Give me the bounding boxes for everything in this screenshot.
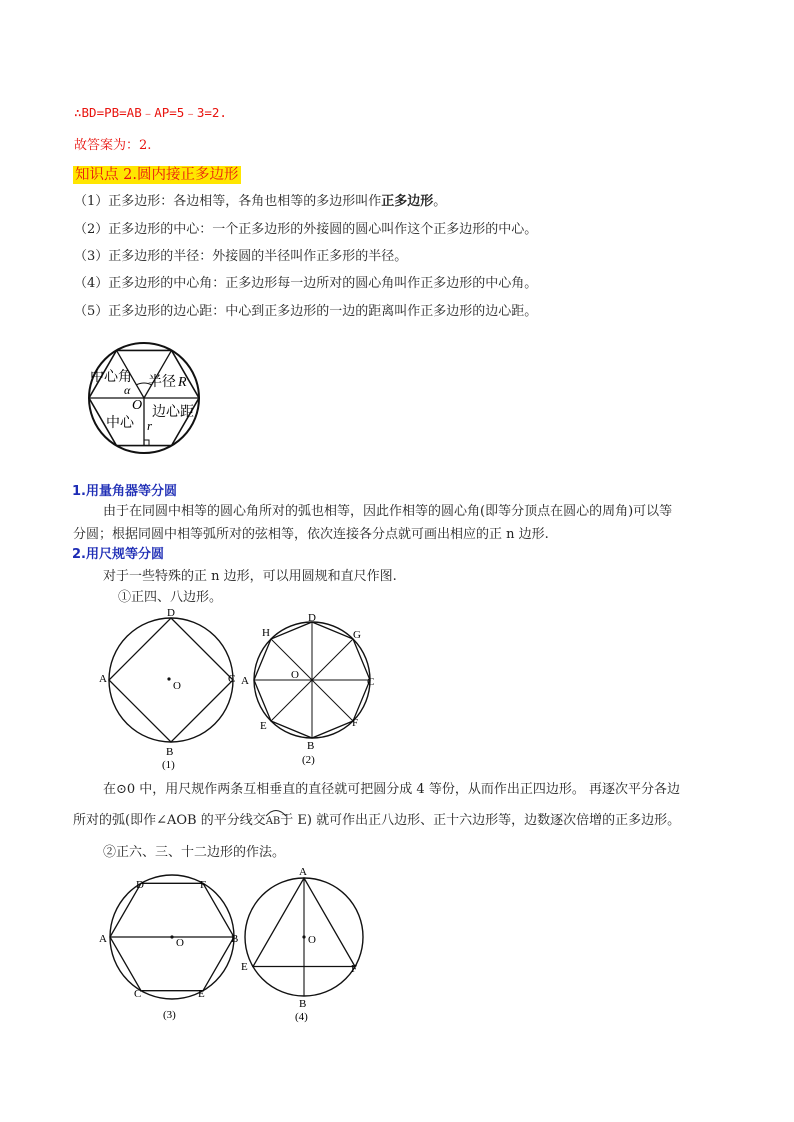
figure-4-triangle (236, 862, 382, 1026)
figure-2-label-d: D (308, 612, 316, 624)
section-2-sub-1: ①正四、八边形。 (118, 590, 223, 605)
section-2-para-line-2-b: 于 E) 就可作出正八边形、正十六边形等，边数逐次倍增的正多边形。 (280, 813, 681, 828)
section-2-heading: 2.用尺规等分圆 (72, 547, 164, 562)
section-1-para-line-1: 由于在同圆中相等的圆心角所对的弧也相等，因此作相等的圆心角(即等分顶点在圆心的周角)可以等 (103, 504, 673, 519)
figure-2-label-c: C (367, 676, 375, 688)
hexagon-right-angle-mark (144, 440, 149, 446)
figure-3-label-d: D (136, 879, 144, 891)
figure-3-label-e: E (198, 988, 205, 1000)
figure-2-label-g: G (353, 629, 361, 641)
figure-2-label-b: B (307, 740, 315, 752)
hexagon-label-apothem: 边心距 (152, 405, 194, 420)
figure-3-hexagon (94, 866, 250, 1026)
figure-2-label-e: E (260, 720, 267, 732)
definition-5: （5）正多边形的边心距：中心到正多边形的一边的距离叫作正多边形的边心距。 (74, 304, 538, 319)
figure-4-label-e: E (241, 961, 248, 973)
arc-ab-label: AB (265, 816, 281, 827)
figure-3-center-dot (170, 935, 173, 938)
figure-2-caption: (2) (302, 754, 315, 766)
figure-1-label-o: O (173, 680, 181, 692)
section-2-para-line-2 (73, 809, 680, 828)
hexagon-label-o: O (132, 398, 143, 413)
hexagon-label-radius: 半径 (148, 375, 176, 390)
figure-1-label-d: D (167, 607, 175, 619)
figure-1-label-a: A (99, 673, 107, 685)
figure-2-label-o: O (291, 669, 299, 681)
figure-1-caption: (1) (162, 759, 175, 771)
figure-1-circle (109, 618, 236, 742)
section-2-sub-2: ②正六、三、十二边形的作法。 (103, 845, 286, 860)
definition-1-bold: 正多边形 (381, 194, 434, 209)
figure-3-label-a: A (99, 933, 107, 945)
arc-ab-symbol (266, 813, 281, 828)
definition-2: （2）正多边形的中心：一个正多边形的外接圆的圆心叫作这个正多边形的中心。 (74, 222, 538, 237)
figure-3-caption: (3) (163, 1009, 176, 1021)
figure-4-label-f: F (351, 963, 358, 975)
section-2-para-line-1: 在⊙0 中，用尺规作两条互相垂直的直径就可把圆分成 4 等份，从而作出正四边形。 再逐次平分各边 (103, 782, 680, 797)
figure-3-label-o: O (176, 937, 184, 949)
arc-icon (265, 807, 287, 817)
figure-4-label-a: A (299, 866, 307, 878)
figure-1-label-b: B (166, 746, 174, 758)
section-1-heading: 1.用量角器等分圆 (72, 484, 177, 499)
answer-line-2: 故答案为：2. (74, 138, 152, 153)
hexagon-label-center: 中心 (106, 416, 134, 431)
definition-1-suffix: 。 (433, 194, 447, 209)
figure-4-label-b: B (299, 998, 307, 1010)
hexagon-label-center-angle: 中心角 (90, 370, 132, 385)
knowledge-point-title-text: 知识点 2.圆内接正多边形 (73, 166, 241, 184)
figure-4-center-dot (302, 935, 305, 938)
hexagon-label-r: r (147, 418, 153, 433)
figure-4-label-o: O (308, 934, 316, 946)
answer-line-1: ∴BD=PB=AB﹣AP=5﹣3=2. (74, 105, 227, 120)
figure-3-label-c: C (134, 988, 142, 1000)
definition-4: （4）正多边形的中心角：正多边形每一边所对的圆心角叫作正多边形的中心角。 (74, 276, 538, 291)
definition-1 (74, 190, 446, 209)
hexagon-label-alpha: α (124, 383, 131, 397)
section-2-intro: 对于一些特殊的正 n 边形，可以用圆规和直尺作图. (103, 569, 397, 584)
section-2-para-line-2-a: 所对的弧(即作∠AOB 的平分线交 (73, 813, 266, 828)
figure-1-center-dot (167, 677, 170, 680)
figure-1-square (94, 604, 250, 772)
knowledge-point-title (73, 163, 241, 184)
figure-3-label-f: F (200, 879, 207, 891)
hexagon-diagram (84, 338, 208, 456)
section-1-para-line-2: 分圆；根据同圆中相等弧所对的弦相等，依次连接各分点就可画出相应的正 n 边形. (73, 527, 549, 542)
figure-2-label-f: F (352, 717, 359, 729)
figure-4-caption: (4) (295, 1011, 308, 1023)
definition-3: （3）正多边形的半径：外接圆的半径叫作正多形的半径。 (74, 249, 408, 264)
figure-2-label-h: H (262, 627, 270, 639)
definition-1-prefix: （1）正多边形：各边相等，各角也相等的多边形叫作 (74, 194, 382, 209)
hexagon-label-radius-symbol: R (178, 375, 187, 390)
figure-3-label-b: B (231, 933, 239, 945)
figure-2-label-a: A (241, 675, 249, 687)
figure-1-label-c: C (228, 673, 236, 685)
figure-2-octagon (236, 604, 382, 772)
